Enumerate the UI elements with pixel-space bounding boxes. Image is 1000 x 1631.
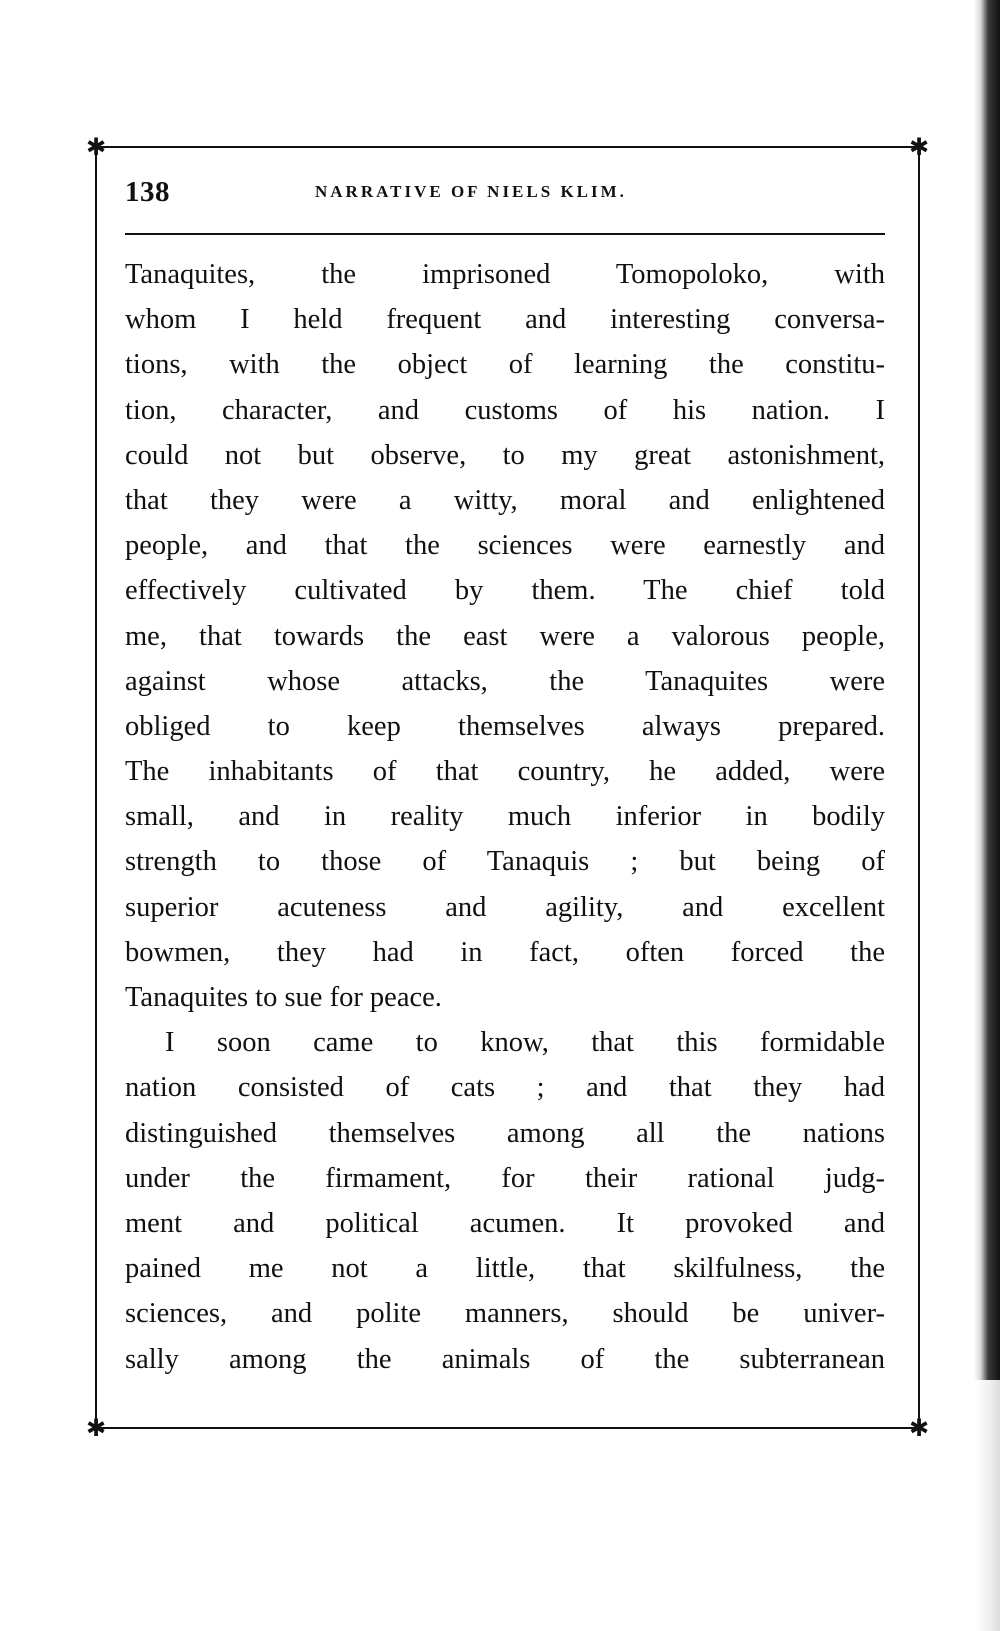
scan-edge-fade <box>974 1380 1000 1631</box>
text-line: strength to those of Tanaquis ; but being of <box>125 846 885 878</box>
text-line: me, that towards the east were a valorous people, <box>125 620 885 652</box>
header-rule <box>125 233 885 235</box>
text-line: bowmen, they had in fact, often forced the <box>125 936 885 968</box>
running-title: NARRATIVE OF NIELS KLIM. <box>315 182 627 201</box>
text-line: could not but observe, to my great astonishment, <box>125 439 885 471</box>
text-line: sally among the animals of the subterranean <box>125 1343 885 1375</box>
text-line: The inhabitants of that country, he added, were <box>125 756 885 788</box>
text-line: small, and in reality much inferior in bodily <box>125 801 885 833</box>
text-line: Tanaquites to sue for peace. <box>125 982 442 1013</box>
frame-bottom-rule <box>95 1427 920 1429</box>
corner-ornament-icon: ✱ <box>908 133 930 161</box>
text-line: whom I held frequent and interesting conversa- <box>125 304 885 336</box>
page-header <box>125 170 895 220</box>
text-line: against whose attacks, the Tanaquites were <box>125 665 885 697</box>
page-number: 138 <box>125 176 170 208</box>
text-line: tions, with the object of learning the constitu- <box>125 349 885 381</box>
text-line: obliged to keep themselves always prepared. <box>125 710 885 742</box>
text-line: effectively cultivated by them. The chief told <box>125 575 885 607</box>
text-line: superior acuteness and agility, and excellent <box>125 891 885 923</box>
text-line: nation consisted of cats ; and that they had <box>125 1072 885 1104</box>
text-line: distinguished themselves among all the nations <box>125 1117 885 1149</box>
text-line: people, and that the sciences were earnestly and <box>125 530 885 562</box>
text-line: I soon came to know, that this formidable <box>165 1027 885 1059</box>
frame-left-rule <box>95 146 97 1429</box>
corner-ornament-icon: ✱ <box>908 1414 930 1442</box>
text-line: that they were a witty, moral and enlightened <box>125 484 885 516</box>
body-text <box>125 252 885 1382</box>
text-line: pained me not a little, that skilfulness, the <box>125 1253 885 1285</box>
text-line: ment and political acumen. It provoked and <box>125 1207 885 1239</box>
text-line: tion, character, and customs of his nation. I <box>125 394 885 426</box>
frame-top-rule <box>95 146 920 148</box>
corner-ornament-icon: ✱ <box>85 133 107 161</box>
text-line: under the firmament, for their rational judg- <box>125 1162 885 1194</box>
frame-right-rule <box>918 146 920 1429</box>
text-line: Tanaquites, the imprisoned Tomopoloko, with <box>125 259 885 290</box>
corner-ornament-icon: ✱ <box>85 1414 107 1442</box>
text-line: sciences, and polite manners, should be univer- <box>125 1298 885 1330</box>
